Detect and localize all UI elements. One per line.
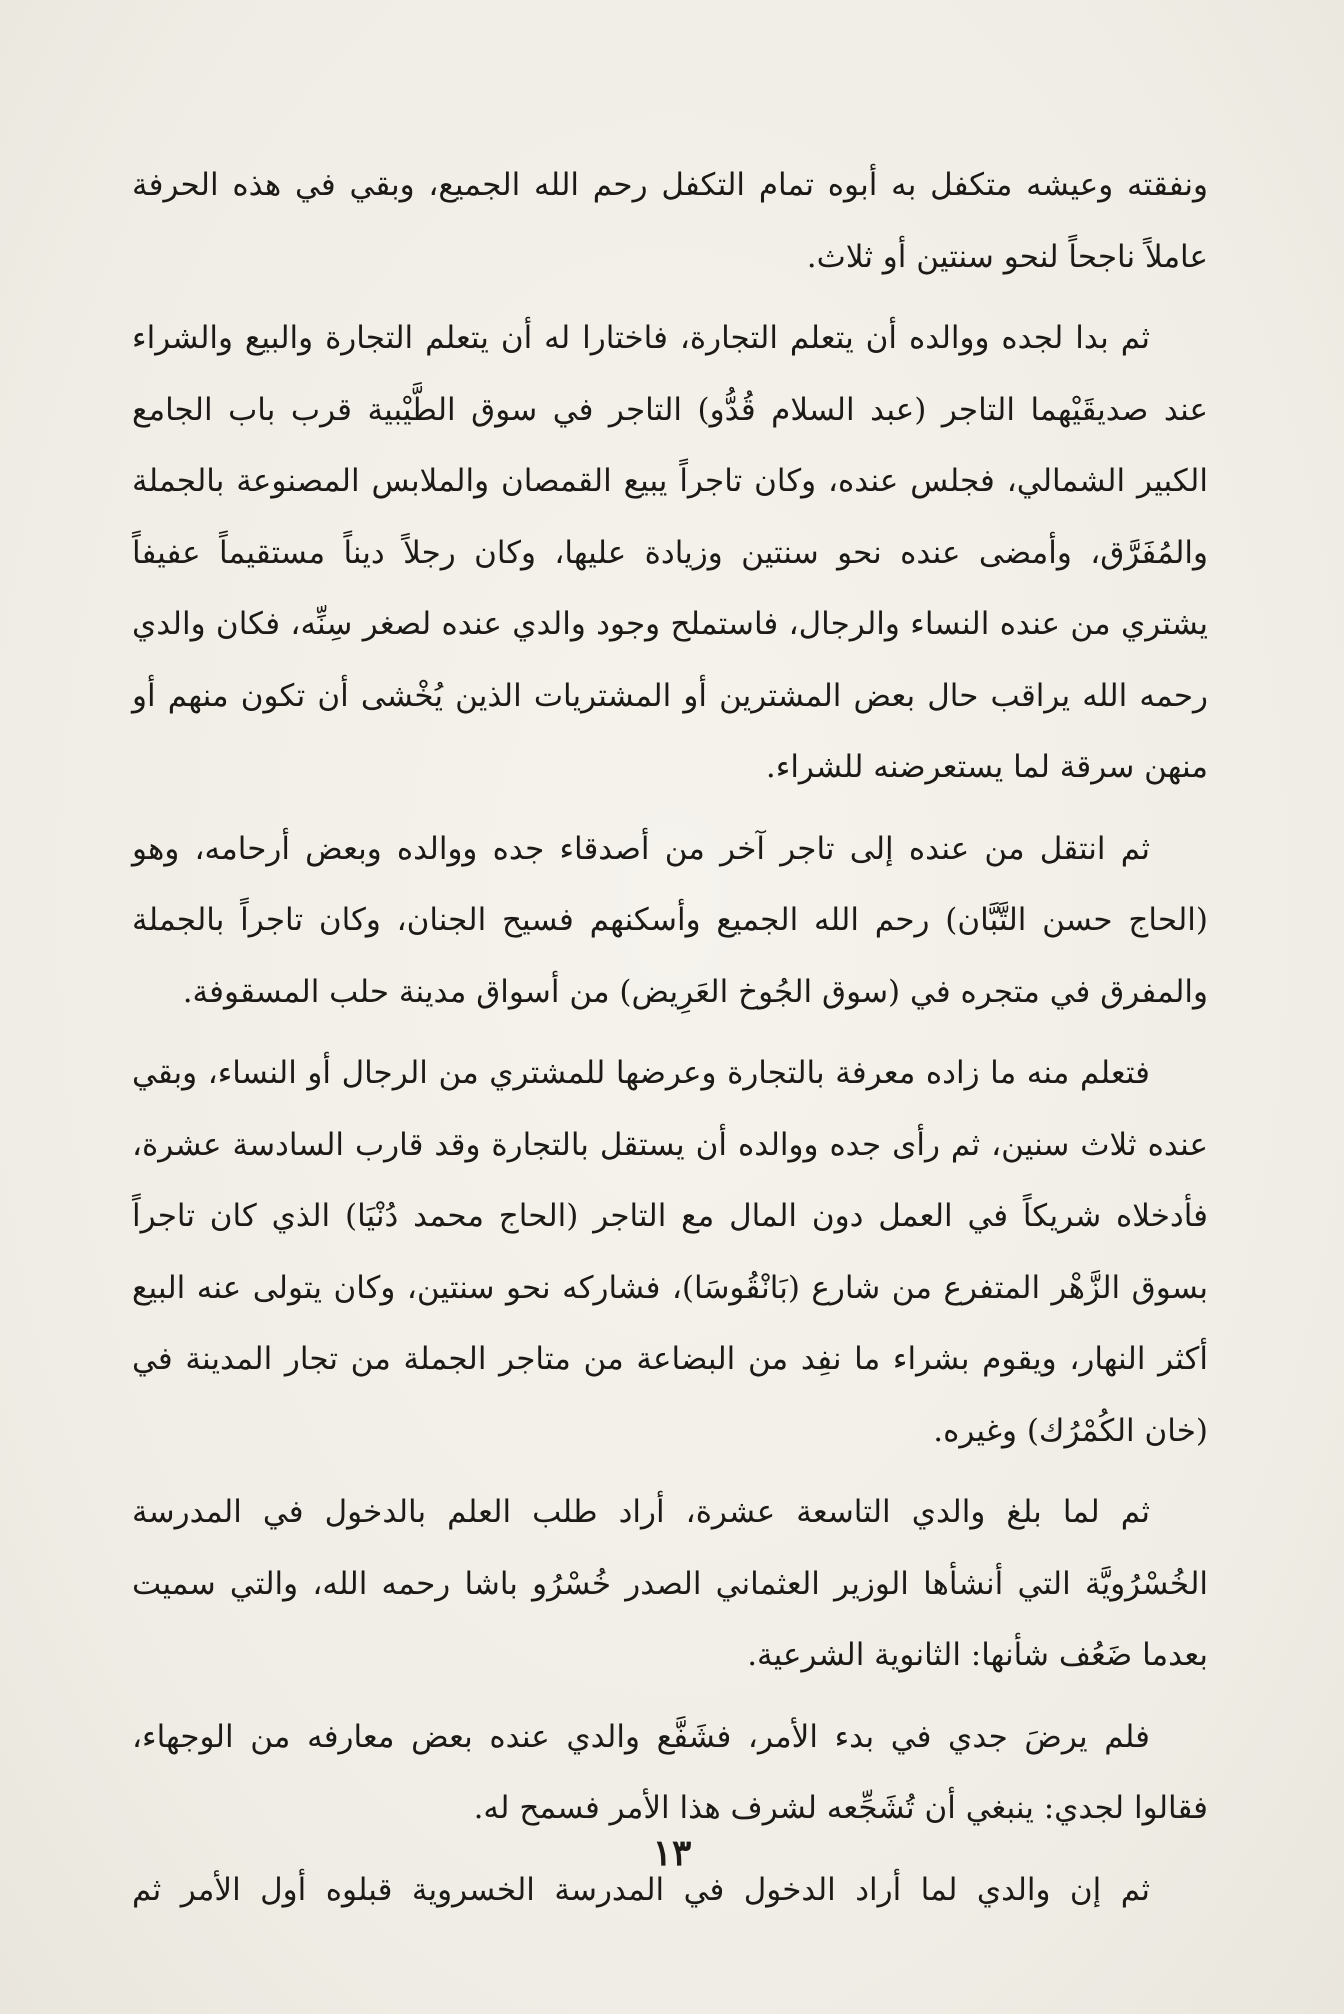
paragraph-2: ثم بدا لجده ووالده أن يتعلم التجارة، فاختارا له أن يتعلم التجارة والبيع والشراء عند صديقَيْهما التاجر (عبد السلام قُدُّو) التاجر في سوق الطَّيْبية قرب باب الجامع الكبير الشمالي، فجلس عنده، وكان تاجراً يبيع القمصان والملابس المصنوعة بالجملة والمُفَرَّق، وأمضى عنده نحو سنتين وزيادة عليها، وكان رجلاً ديناً مستقيماً عفيفاً يشتري من عنده النساء والرجال، فاستملح وجود والدي عنده لصغر سِنِّه، فكان والدي رحمه الله يراقب حال بعض المشترين أو المشتريات الذين يُخْشى أن تكون منهم أو منهن سرقة لما يستعرضنه للشراء.	[132, 320, 1208, 785]
paragraph-4: فتعلم منه ما زاده معرفة بالتجارة وعرضها للمشتري من الرجال أو النساء، وبقي عنده ثلاث سنين، ثم رأى جده ووالده أن يستقل بالتجارة وقد قارب السادسة عشرة، فأدخلاه شريكاً في العمل دون المال مع التاجر (الحاج محمد دُنْيَا) الذي كان تاجراً بسوق الزَّهْر المتفرع من شارع (بَانْقُوسَا)، فشاركه نحو سنتين، وكان يتولى عنه البيع أكثر النهار، ويقوم بشراء ما نفِد من البضاعة من متاجر الجملة من تجار المدينة في (خان الكُمْرُك) وغيره.	[132, 1055, 1208, 1449]
body-text	[132, 150, 1208, 1936]
paragraph-7: ثم إن والدي لما أراد الدخول في المدرسة الخسروية قبلوه أول الأمر ثم	[132, 1871, 1150, 1908]
paragraph-1: ونفقته وعيشه متكفل به أبوه تمام التكفل رحم الله الجميع، وبقي في هذه الحرفة عاملاً ناجحاً لنحو سنتين أو ثلاث.	[132, 167, 1208, 275]
paragraph-3: ثم انتقل من عنده إلى تاجر آخر من أصدقاء جده ووالده وبعض أرحامه، وهو (الحاج حسن التَّبَّان) رحم الله الجميع وأسكنهم فسيح الجنان، وكان تاجراً بالجملة والمفرق في متجره في (سوق الجُوخ العَرِيض) من أسواق مدينة حلب المسقوفة.	[132, 830, 1208, 1010]
paragraph-5: ثم لما بلغ والدي التاسعة عشرة، أراد طلب العلم بالدخول في المدرسة الخُسْرُويَّة التي أنشأها الوزير العثماني الصدر خُسْرُو باشا رحمه الله، والتي سميت بعدما ضَعُف شأنها: الثانوية الشرعية.	[132, 1494, 1208, 1673]
paragraph-6: فلم يرضَ جدي في بدء الأمر، فشَفَّع والدي عنده بعض معارفه من الوجهاء، فقالوا لجدي: ينبغي أن تُشَجِّعه لشرف هذا الأمر فسمح له.	[132, 1718, 1208, 1826]
page-number: ١٣	[652, 1832, 692, 1874]
